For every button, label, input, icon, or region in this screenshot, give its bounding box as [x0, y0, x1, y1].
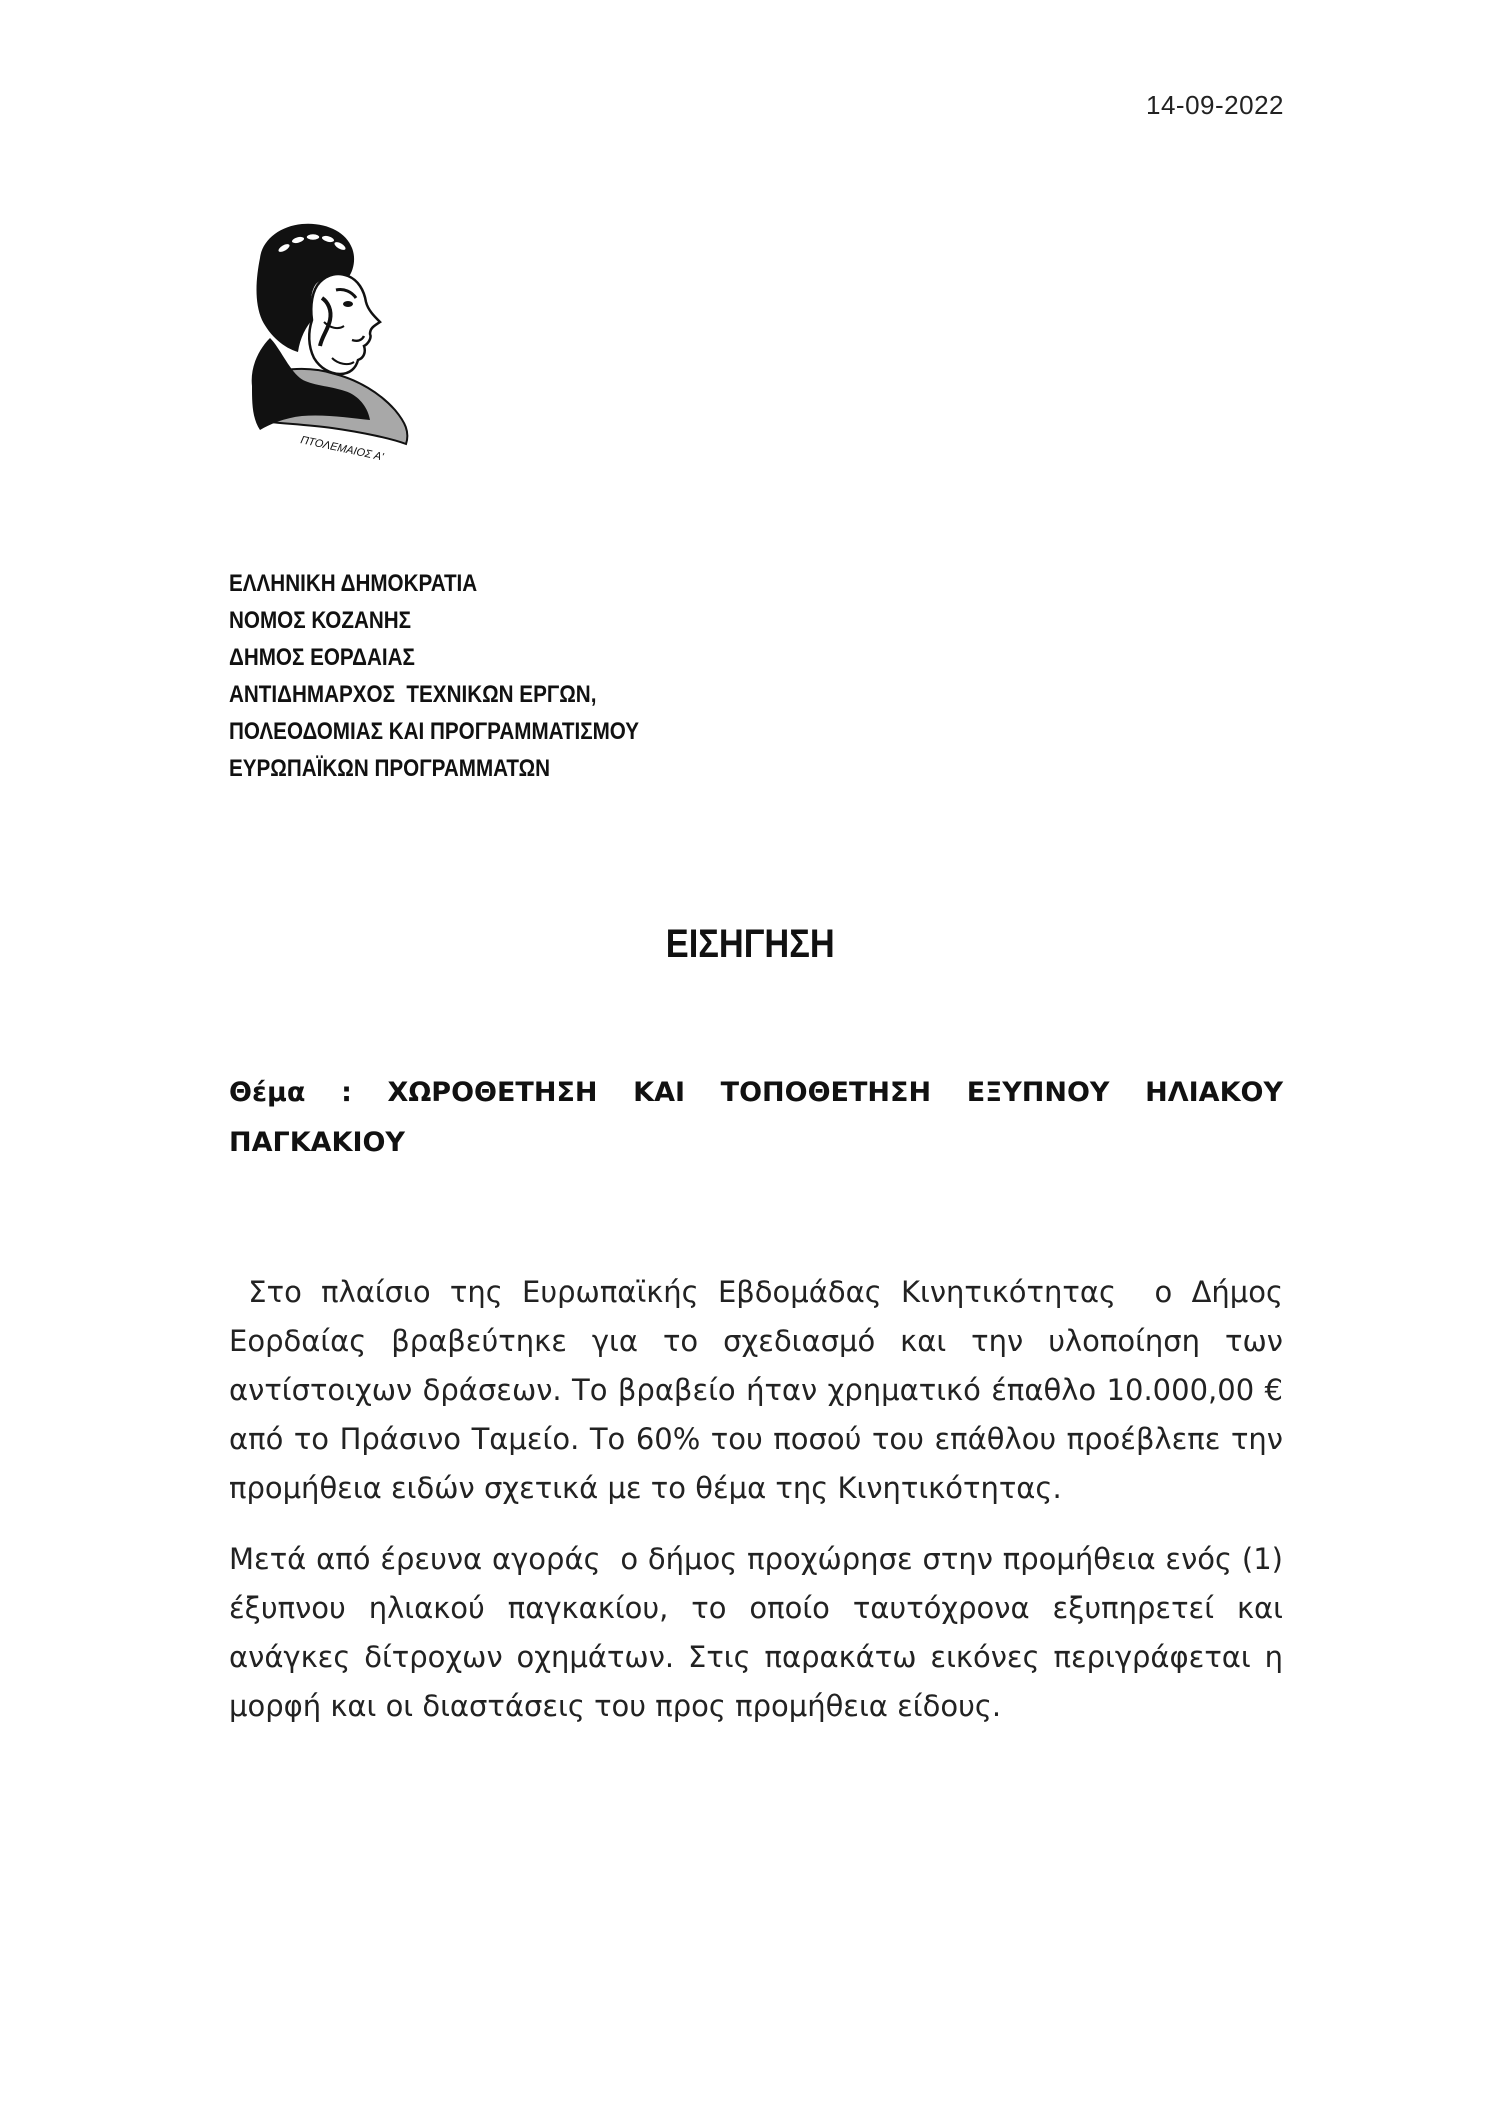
header-line: ΔΗΜΟΣ ΕΟΡΔΑΙΑΣ	[229, 644, 415, 671]
header-line: ΕΛΛΗΝΙΚΗ ΔΗΜΟΚΡΑΤΙΑ	[229, 570, 478, 597]
issuer-header	[229, 565, 639, 787]
header-line: ΝΟΜΟΣ ΚΟΖΑΝΗΣ	[229, 607, 412, 634]
subject-line-2: ΠΑΓΚΑΚΙΟΥ	[229, 1127, 405, 1158]
emblem-caption: ΠΤΟΛΕΜΑΙΟΣ Α'	[299, 434, 385, 464]
subject-line-1: Θέμα : ΧΩΡΟΘΕΤΗΣΗ ΚΑΙ ΤΟΠΟΘΕΤΗΣΗ ΕΞΥΠΝΟΥ ΗΛΙΑΚΟΥ	[229, 1077, 1283, 1108]
body-paragraph: Μετά από έρευνα αγοράς ο δήμος προχώρησε στην προμήθεια ενός (1) έξυπνου ηλιακού παγκακίου, το οποίο ταυτόχρονα εξυπηρετεί και ανάγκες δίτροχων οχημάτων. Στις παρακάτω εικόνες περιγράφεται η μορφή και οι διαστάσεις του προς προμήθεια είδους.	[229, 1542, 1293, 1723]
header-line: ΕΥΡΩΠΑΪΚΩΝ ΠΡΟΓΡΑΜΜΑΤΩΝ	[229, 755, 551, 782]
subject-block	[229, 1068, 1283, 1168]
document-title	[0, 922, 1500, 967]
ptolemaios-bust-emblem-icon	[240, 218, 430, 468]
document-date: 14-09-2022	[1146, 90, 1284, 120]
body-text	[229, 1268, 1293, 1753]
header-line: ΑΝΤΙΔΗΜΑΡΧΟΣ ΤΕΧΝΙΚΩΝ ΕΡΓΩΝ,	[229, 681, 597, 708]
body-paragraph: Στο πλαίσιο της Ευρωπαϊκής Εβδομάδας Κινητικότητας ο Δήμος Εορδαίας βραβεύτηκε για το σχεδιασμό και την υλοποίηση των αντίστοιχων δράσεων. Το βραβείο ήταν χρηματικό έπαθλο 10.000,00 € από το Πράσινο Ταμείο. Το 60% του ποσού του επάθλου προέβλεπε την προμήθεια ειδών σχετικά με το θέμα της Κινητικότητας.	[229, 1275, 1293, 1505]
document-title-text: ΕΙΣΗΓΗΣΗ	[665, 922, 835, 966]
header-line: ΠΟΛΕΟΔΟΜΙΑΣ ΚΑΙ ΠΡΟΓΡΑΜΜΑΤΙΣΜΟΥ	[229, 718, 640, 745]
